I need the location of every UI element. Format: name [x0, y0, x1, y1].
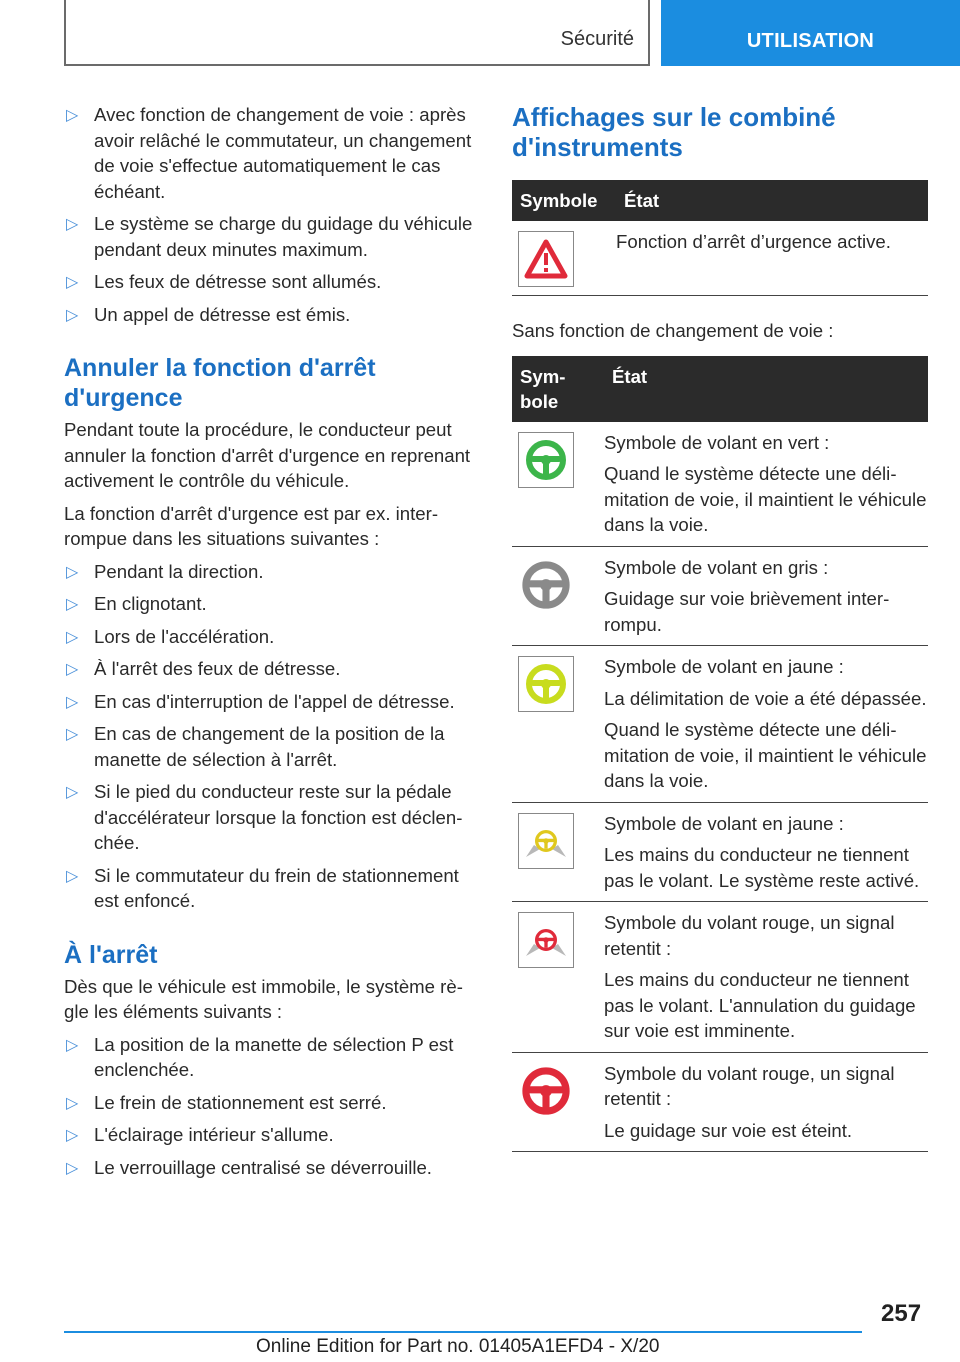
bullet-triangle-icon: ▷: [66, 306, 79, 324]
bullet-triangle-icon: ▷: [66, 274, 79, 291]
bullet-triangle-icon: ▷: [66, 693, 79, 711]
bullet-triangle-icon: ▷: [66, 867, 79, 885]
table-row: [512, 221, 928, 296]
steering-wheel-hands-red-icon: [518, 912, 574, 968]
bullet-triangle-icon: ▷: [66, 784, 79, 801]
steering-wheel-green-icon: [518, 432, 574, 488]
bullet-triangle-icon: ▷: [66, 596, 79, 613]
chapter-tab[interactable]: UTILISATION: [661, 0, 960, 66]
state-text: Symbole de volant en vert :: [604, 431, 830, 453]
top-bullet-list: [64, 102, 479, 327]
bullet-triangle-icon: ▷: [66, 1127, 79, 1144]
state-cell: [604, 546, 928, 646]
list-item: ▷ La position de la manette de sélection P est enclenchée.: [66, 1033, 454, 1080]
steering-wheel-hands-yellow-icon: [518, 813, 574, 869]
instrument-display-heading: Affichages sur le combiné d'instruments: [512, 102, 836, 162]
bullet-triangle-icon: ▷: [66, 726, 79, 743]
list-item: ▷ Un appel de détresse est émis.: [64, 302, 479, 328]
list-item: ▷ Le frein de stationnement est serré.: [64, 1090, 479, 1116]
table-header-row: [512, 180, 928, 221]
stop-paragraph: Dès que le véhicule est immobile, le système règle les éléments suivants :: [64, 975, 463, 1022]
list-item: ▷ En cas de changement de la position de la manette de sélection à l'arrêt.: [66, 723, 445, 770]
lane-guidance-symbol-table: [512, 356, 928, 1153]
state-text: Symbole de volant en jaune :: [604, 656, 844, 677]
table-row: [512, 1052, 928, 1152]
state-text: Quand le système détecte une délimitation de voie, il maintient le véhicule dans la voie.: [604, 719, 927, 791]
stop-bullet-list: [64, 1032, 479, 1181]
list-item: ▷ L'éclairage intérieur s'allume.: [64, 1122, 479, 1148]
list-item: ▷ Les feux de détresse sont allumés.: [64, 269, 479, 295]
steering-wheel-red-icon: [518, 1063, 574, 1119]
state-cell: [604, 902, 928, 1053]
list-item: ▷ Avec fonction de changement de voie : après avoir relâché le commutateur, un changement de voie s'effectue automatiquement le cas échéant.: [66, 104, 472, 202]
list-item: ▷ Si le commutateur du frein de stationnement est enfoncé.: [66, 864, 459, 911]
cancel-paragraph-1: Pendant toute la procédure, le conducteur peut annuler la fonction d'arrêt d'urgence en reprenant activement le contrôle du véhicule.: [64, 419, 471, 491]
warning-triangle-icon: [518, 231, 574, 287]
emergency-symbol-table: [512, 180, 928, 296]
bullet-triangle-icon: ▷: [66, 1036, 79, 1054]
header-box: [64, 0, 650, 66]
state-cell: [604, 646, 928, 803]
footer-divider: [64, 1331, 862, 1333]
list-item: ▷ En cas d'interruption de l'appel de détresse.: [64, 689, 479, 715]
state-text: Le guidage sur voie est éteint.: [604, 1119, 853, 1141]
state-cell: [604, 802, 928, 902]
column-header-symbol: Symbole: [512, 180, 616, 221]
column-header-symbol: Symbole: [512, 356, 604, 422]
state-cell: [604, 1052, 928, 1152]
cancel-paragraph-2: La fonction d'arrêt d'urgence est par ex. interrompue dans les situations suivantes :: [64, 502, 439, 549]
table-row: [512, 802, 928, 902]
state-text: Symbole de volant en jaune :: [604, 812, 844, 834]
list-item: ▷ Si le pied du conducteur reste sur la pédale d'accélérateur lorsque la fonction est déclenchée.: [66, 781, 463, 853]
bullet-triangle-icon: ▷: [66, 216, 79, 233]
bullet-triangle-icon: ▷: [66, 563, 79, 581]
bullet-triangle-icon: ▷: [66, 661, 79, 678]
section-title: Sécurité: [560, 28, 634, 50]
bullet-triangle-icon: ▷: [66, 1159, 79, 1177]
list-item: ▷ En clignotant.: [64, 591, 479, 617]
list-item: ▷ Le système se charge du guidage du véhicule pendant deux minutes maximum.: [66, 213, 473, 260]
column-header-state: État: [616, 180, 928, 221]
list-item: ▷ Pendant la direction.: [64, 559, 479, 585]
cancel-bullet-list: [64, 559, 479, 914]
column-header-state: État: [604, 356, 928, 422]
steering-wheel-grey-icon: [518, 557, 574, 613]
stop-heading: À l'arrêt: [64, 940, 158, 969]
edition-note: Online Edition for Part no. 01405A1EFD4 - X/20: [256, 1336, 660, 1357]
state-text: La délimitation de voie a été dépassée.: [604, 687, 927, 709]
cancel-heading: Annuler la fonction d'arrêt d'urgence: [64, 354, 376, 412]
state-text: Les mains du conducteur ne tiennent pas le volant. L'annulation du guidage sur voie est imminente.: [604, 969, 916, 1041]
state-text: Guidage sur voie brièvement interrompu.: [604, 588, 890, 635]
right-column: [512, 102, 928, 1152]
state-cell: [604, 422, 928, 547]
list-item: ▷ À l'arrêt des feux de détresse.: [64, 656, 479, 682]
state-text: Symbole de volant en gris :: [604, 556, 829, 578]
list-item: ▷ Le verrouillage centralisé se déverrouille.: [64, 1155, 479, 1181]
table-row: [512, 646, 928, 803]
table-row: [512, 902, 928, 1053]
bullet-triangle-icon: ▷: [66, 107, 79, 124]
bullet-triangle-icon: ▷: [66, 628, 79, 646]
left-column: [64, 102, 479, 1187]
table-row: [512, 546, 928, 646]
state-text: Les mains du conducteur ne tiennent pas le volant. Le système reste activé.: [604, 844, 920, 891]
steering-wheel-yellow-icon: [518, 656, 574, 712]
state-text: Symbole du volant rouge, un signal retentit :: [604, 1062, 895, 1109]
table-caption: Sans fonction de changement de voie :: [512, 320, 834, 341]
table-header-row: [512, 356, 928, 422]
state-cell: Fonction d’arrêt d’urgence active.: [616, 221, 928, 296]
bullet-triangle-icon: ▷: [66, 1094, 79, 1112]
state-text: Symbole du volant rouge, un signal retentit :: [604, 912, 895, 959]
table-row: [512, 422, 928, 547]
page-number: 257: [881, 1300, 922, 1327]
state-text: Quand le système détecte une délimitation de voie, il maintient le véhicule dans la voie.: [604, 463, 927, 535]
list-item: ▷ Lors de l'accélération.: [64, 624, 479, 650]
